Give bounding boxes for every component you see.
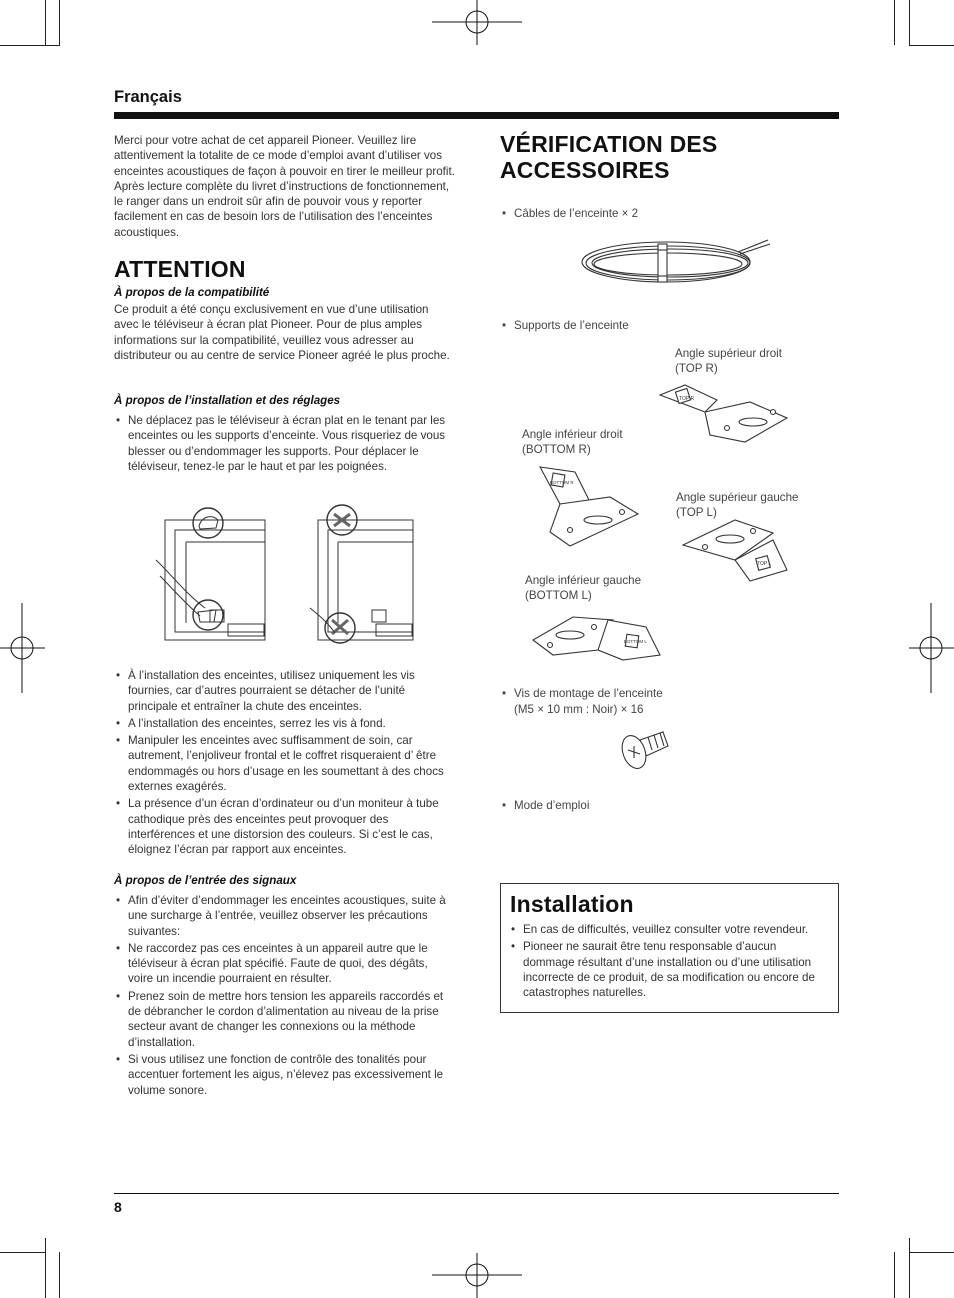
accessories-title-line2: ACCESSOIRES (500, 157, 670, 183)
top-r-label-line1: Angle supérieur droit (675, 347, 782, 360)
top-r-label-line2: (TOP R) (675, 362, 718, 375)
bottom-r-label-line1: Angle inférieur droit (522, 428, 623, 441)
tv-handling-illustration (150, 498, 420, 650)
attention-title: ATTENTION (114, 256, 246, 282)
tag-bottom-r: BOTTOM R (550, 480, 574, 485)
screws-line1: • Vis de montage de l’enceinte (514, 687, 663, 700)
list-item: • La présence d’un écran d’ordinateur ou d’un moniteur à tube cathodique près des enceintes peut provoquer des interférences et une distorsion des couleurs. Si c’est le cas, éloignez l’écran par rapport aux enceintes. (114, 796, 456, 857)
bracket-bottom-l-icon (528, 605, 668, 667)
list-item (500, 686, 830, 718)
supports-item (500, 319, 830, 334)
installation-box (500, 883, 839, 1013)
signal-bullets (114, 893, 456, 1100)
install-bullets-1 (114, 413, 456, 476)
list-item: • Câbles de l’enceinte × 2 (500, 207, 830, 220)
bracket-bottom-r-icon (530, 462, 650, 550)
accessories-title (500, 131, 717, 183)
screws-line2: (M5 × 10 mm : Noir) × 16 (514, 703, 644, 716)
list-item: • Prenez soin de mettre hors tension les appareils raccordés et de débrancher le cordon d’alimentation au niveau de la prise secteur avant de changer les connexions ou la méthode d’installation. (114, 989, 456, 1050)
speaker-cable-illustration (578, 234, 773, 290)
installation-title: Installation (510, 891, 634, 917)
install-bullets-2 (114, 668, 456, 860)
list-item: • Supports de l’enceinte (500, 319, 830, 332)
installation-bullets (509, 922, 831, 1002)
screws-item (500, 686, 830, 720)
bottom-l-label (525, 573, 641, 603)
tag-bottom-l: BOTTOM L (624, 639, 647, 644)
intro-paragraph: Merci pour votre achat de cet appareil Pioneer. Veuillez lire attentivement la totalite de ce mode d’emploi avant d’utiliser vos enceintes acoustiques de façon à pouvoir en tirer le meilleur profit. Après lecture complète du livret d’instructions de fonctionnement, le ranger dans un endroit sûr afin de pouvoir vous y reporter facilement en cas de besoin lors de l’utilisation des l’enceintes acoustiques. (114, 134, 455, 239)
signal-heading: À propos de l’entrée des signaux (114, 874, 297, 887)
list-item: • À l’installation des enceintes, utilisez uniquement les vis fournies, car d’autres pourraient se détacher de l’unité principale et entraîner la chute des enceintes. (114, 668, 456, 714)
top-l-label-line2: (TOP L) (676, 506, 717, 519)
language-header: Français (114, 88, 182, 106)
footer-rule (114, 1193, 839, 1194)
accessories-title-line1: VÉRIFICATION DES (500, 131, 718, 157)
list-item: • Ne raccordez pas ces enceintes à un appareil autre que le téléviseur à écran plat spécifié. Faute de quoi, des dégâts, voire un incendie pourraient en résulter. (114, 941, 456, 987)
bottom-l-label-line1: Angle inférieur gauche (525, 574, 642, 587)
bracket-top-l-icon (675, 515, 795, 585)
list-item: • Afin d’éviter d’endommager les enceintes acoustiques, suite à une surcharge à l’entrée, veuillez observer les précautions suivantes: (114, 893, 456, 939)
list-item: • Pioneer ne saurait être tenu responsable d’aucun dommage résultant d’une installation ou d’une utilisation incorrecte de ce produit, de sa modification ou encore de catastrophes naturelles. (509, 939, 831, 1000)
list-item: • Manipuler les enceintes avec suffisamment de soin, car autrement, l’enjoliveur frontal et le coffret risqueraient d’ être endommagés ou hors d’usage en les soumettant à des chocs externes exagérés. (114, 733, 456, 794)
bottom-r-label-line2: (BOTTOM R) (522, 443, 591, 456)
header-rule (114, 112, 839, 119)
cables-item (500, 207, 830, 222)
manual-item (500, 799, 830, 814)
compat-heading: À propos de la compatibilité (114, 286, 270, 299)
compat-text: Ce produit a été conçu exclusivement en vue d’une utilisation avec le téléviseur à écran plat Pioneer. Pour de plus amples informations sur la compatibilité, veuillez vous adresser au distributeur ou au centre de service Pioneer agréé le plus proche. (114, 303, 450, 362)
bottom-r-label (522, 427, 623, 457)
list-item: • Mode d’emploi (500, 799, 830, 812)
list-item: • Ne déplacez pas le téléviseur à écran plat en le tenant par les enceintes ou les supports d’enceinte. Vous risqueriez de vous blesser ou d’endommager les supports. Pour déplacer le téléviseur, tenez-le par le haut et par les poignées. (114, 413, 456, 474)
bracket-top-r-icon (655, 380, 795, 454)
tag-top-l: TOP L (757, 561, 772, 567)
list-item: • A l’installation des enceintes, serrez les vis à fond. (114, 716, 456, 731)
install-heading: À propos de l’installation et des réglages (114, 394, 341, 407)
bottom-l-label-line2: (BOTTOM L) (525, 589, 592, 602)
top-r-label (675, 346, 782, 376)
top-l-label-line1: Angle supérieur gauche (676, 491, 799, 504)
list-item: • En cas de difficultés, veuillez consulter votre revendeur. (509, 922, 831, 937)
screw-icon (618, 728, 672, 776)
tag-top-r: TOP R (679, 396, 695, 402)
list-item: • Si vous utilisez une fonction de contrôle des tonalités pour accentuer fortement les aigus, n’élevez pas excessivement le volume sonore. (114, 1052, 456, 1098)
page-number: 8 (114, 1199, 122, 1215)
